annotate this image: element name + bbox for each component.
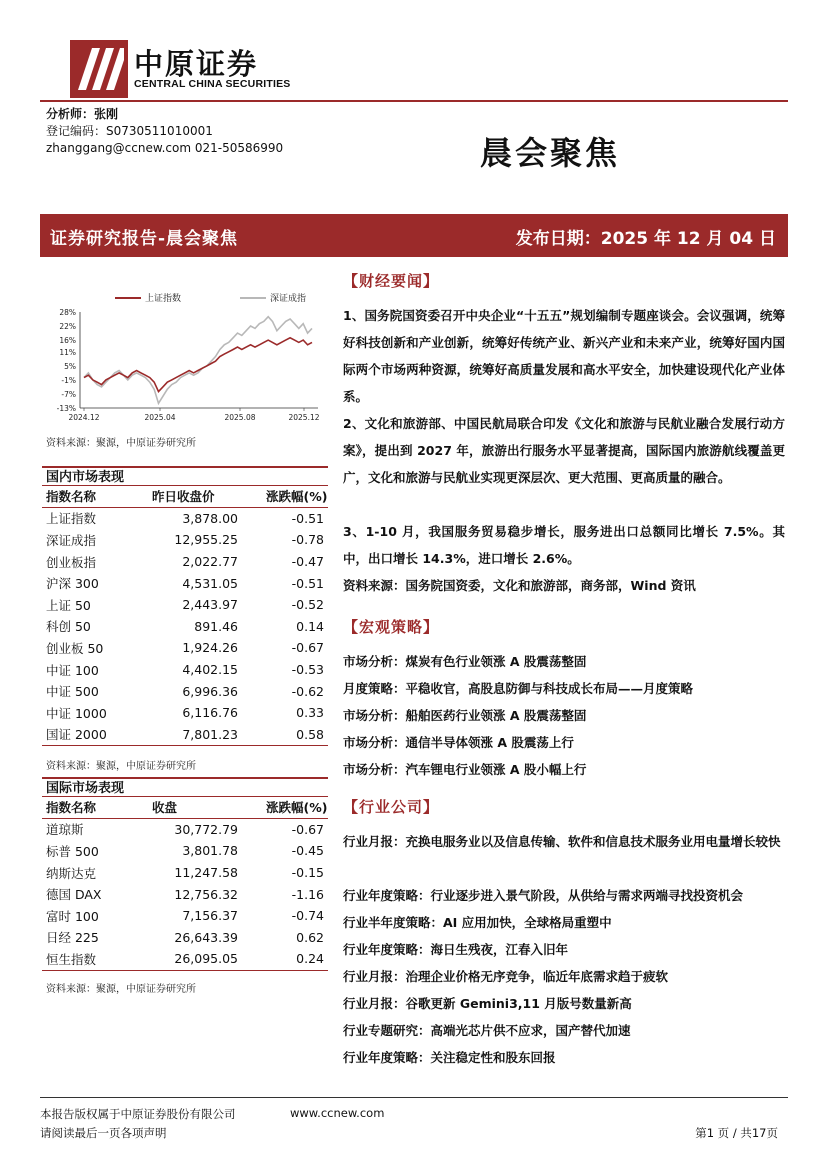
table-row xyxy=(42,905,328,927)
x-tick-label: 2025.08 xyxy=(224,413,256,422)
news-source: 资料来源：国务院国资委，文化和旅游部，商务部，Wind 资讯 xyxy=(343,578,696,593)
col-header-name: 指数名称 xyxy=(46,800,97,816)
intl-table-source: 资料来源：聚源，中原证券研究所 xyxy=(46,984,196,995)
cell-index-name: 深证成指 xyxy=(46,532,97,548)
news-item-3: 3、1-10 月，我国服务贸易稳步增长，服务进出口总额同比增长 7.5%。其中，出口增长 14.3%，进口增长 2.6%。 xyxy=(343,524,785,566)
cell-change: -0.62 xyxy=(291,683,324,699)
cell-change: -0.15 xyxy=(291,865,324,881)
y-tick-label: -7% xyxy=(61,389,76,399)
news-item-1: 1、国务院国资委召开中央企业“十五五”规划编制专题座谈会。会议强调，统筹好科技创新和产业创新，统筹好传统产业、新兴产业和未来产业，统筹好国内国际两个市场两种资源，统筹好高质量发展和高水平安全，加快建设现代化产业体系。 xyxy=(343,308,785,404)
company-logo xyxy=(70,40,300,98)
footer-copyright: 本报告版权属于中原证券股份有限公司 xyxy=(40,1107,236,1121)
cell-close: 1,924.26 xyxy=(182,640,238,656)
industry-item[interactable]: 行业年度策略：关注稳定性和股东回报 xyxy=(343,1050,556,1065)
cell-index-name: 日经 225 xyxy=(46,930,99,946)
chart-source: 资料来源：聚源，中原证券研究所 xyxy=(46,438,196,449)
industry-item[interactable]: 行业年度策略：行业逐步进入景气阶段，从供给与需求两端寻找投资机会 xyxy=(343,888,744,903)
cell-index-name: 恒生指数 xyxy=(46,951,97,967)
table-row xyxy=(42,819,328,841)
macro-item[interactable]: 市场分析：船舶医药行业领涨 A 股震荡整固 xyxy=(343,708,587,723)
table-row xyxy=(42,572,328,594)
table-title: 国内市场表现 xyxy=(42,466,328,486)
table-row xyxy=(42,883,328,905)
footer-divider xyxy=(40,1097,788,1098)
analyst-name: 分析师：张刚 xyxy=(46,107,119,121)
cell-close: 2,443.97 xyxy=(182,597,238,613)
col-header-change: 涨跌幅(%) xyxy=(266,800,328,816)
cell-close: 7,156.37 xyxy=(182,908,238,924)
table-row xyxy=(42,529,328,551)
cell-change: -0.52 xyxy=(291,597,324,613)
chart-canvas xyxy=(40,282,330,432)
table-body xyxy=(42,819,328,971)
table-row xyxy=(42,702,328,724)
cell-change: 0.14 xyxy=(296,618,324,634)
table-title: 国际市场表现 xyxy=(42,777,328,797)
col-header-close: 昨日收盘价 xyxy=(152,489,215,505)
news-item-2: 2、文化和旅游部、中国民航局联合印发《文化和旅游与民航业融合发展行动方案》，提出到 2027 年，旅游出行服务水平显著提高，国际国内旅游航线覆盖更广，文化和旅游与民航业实现更深层次、更大范围、更高质量的融合。 xyxy=(343,416,785,485)
cell-change: -0.47 xyxy=(291,554,324,570)
cell-close: 26,643.39 xyxy=(174,929,238,945)
cell-close: 4,531.05 xyxy=(182,575,238,591)
industry-item[interactable]: 行业月报：谷歌更新 Gemini3,11 月版号数量新高 xyxy=(343,996,632,1011)
cell-index-name: 国证 2000 xyxy=(46,727,107,743)
cell-index-name: 道琼斯 xyxy=(46,822,84,838)
table-row xyxy=(42,659,328,681)
cell-index-name: 上证 50 xyxy=(46,597,91,613)
cell-change: 0.24 xyxy=(296,951,324,967)
cell-change: -0.67 xyxy=(291,821,324,837)
header-divider xyxy=(40,100,788,102)
table-row xyxy=(42,724,328,746)
y-tick-label: 5% xyxy=(64,361,76,371)
y-tick-label: 11% xyxy=(59,347,76,357)
series-line-szse xyxy=(84,317,312,404)
table-row xyxy=(42,840,328,862)
intl-market-table xyxy=(42,777,328,971)
x-tick-label: 2025.12 xyxy=(288,413,320,422)
cell-close: 2,022.77 xyxy=(182,554,238,570)
y-tick-label: -1% xyxy=(61,375,76,385)
legend-label: 深证成指 xyxy=(270,294,307,304)
cell-close: 26,095.05 xyxy=(174,951,238,967)
cell-index-name: 富时 100 xyxy=(46,908,99,924)
cell-index-name: 沪深 300 xyxy=(46,576,99,592)
finance-news-title: 【财经要闻】 xyxy=(343,272,440,290)
report-title: 晨会聚焦 xyxy=(480,134,621,172)
x-tick-label: 2024.12 xyxy=(68,413,100,422)
industry-title: 【行业公司】 xyxy=(343,798,440,816)
macro-item[interactable]: 市场分析：煤炭有色行业领涨 A 股震荡整固 xyxy=(343,654,587,669)
macro-item[interactable]: 市场分析：汽车锂电行业领涨 A 股小幅上行 xyxy=(343,762,587,777)
cell-change: -0.45 xyxy=(291,843,324,859)
cell-change: -0.67 xyxy=(291,640,324,656)
cell-close: 6,996.36 xyxy=(182,683,238,699)
table-header xyxy=(42,486,328,508)
logo-text-en: CENTRAL CHINA SECURITIES xyxy=(134,78,291,90)
cell-change: 0.33 xyxy=(296,705,324,721)
x-tick-label: 2025.04 xyxy=(144,413,176,422)
report-banner xyxy=(40,214,788,257)
cell-index-name: 创业板 50 xyxy=(46,640,104,656)
domestic-table-source: 资料来源：聚源，中原证券研究所 xyxy=(46,761,196,772)
industry-item[interactable]: 行业专题研究：高端光芯片供不应求，国产替代加速 xyxy=(343,1023,631,1038)
table-row xyxy=(42,862,328,884)
logo-mark-icon xyxy=(70,40,130,98)
table-row xyxy=(42,508,328,530)
banner-report-type: 证券研究报告-晨会聚焦 xyxy=(50,229,239,249)
domestic-market-table xyxy=(42,466,328,746)
table-row xyxy=(42,637,328,659)
legend-label: 上证指数 xyxy=(145,294,182,304)
table-row xyxy=(42,948,328,970)
macro-item[interactable]: 市场分析：通信半导体领涨 A 股震荡上行 xyxy=(343,735,574,750)
table-row xyxy=(42,616,328,638)
cell-change: 0.62 xyxy=(296,929,324,945)
industry-item[interactable]: 行业年度策略：海日生残夜，江春入旧年 xyxy=(343,942,569,957)
cell-index-name: 标普 500 xyxy=(46,843,99,859)
cell-index-name: 纳斯达克 xyxy=(46,865,97,881)
col-header-change: 涨跌幅(%) xyxy=(266,489,328,505)
cell-change: 0.58 xyxy=(296,726,324,742)
industry-item[interactable]: 行业半年度策略：AI 应用加快，全球格局重塑中 xyxy=(343,915,612,930)
cell-close: 4,402.15 xyxy=(182,662,238,678)
macro-item[interactable]: 月度策略：平稳收官，高股息防御与科技成长布局——月度策略 xyxy=(343,681,694,696)
cell-close: 12,955.25 xyxy=(174,532,238,548)
series-line-sse xyxy=(84,338,312,392)
y-tick-label: 16% xyxy=(59,336,76,346)
cell-close: 12,756.32 xyxy=(174,886,238,902)
cell-close: 891.46 xyxy=(194,618,238,634)
col-header-name: 指数名称 xyxy=(46,489,97,505)
table-row xyxy=(42,594,328,616)
footer-disclaimer: 请阅读最后一页各项声明 xyxy=(40,1126,167,1140)
cell-close: 3,878.00 xyxy=(182,510,238,526)
cell-index-name: 中证 100 xyxy=(46,662,99,678)
cell-change: -0.51 xyxy=(291,575,324,591)
analyst-contact: zhanggang@ccnew.com 021-50586990 xyxy=(46,141,284,155)
cell-close: 7,801.23 xyxy=(182,726,238,742)
index-trend-chart xyxy=(40,282,330,432)
cell-change: -1.16 xyxy=(291,886,324,902)
y-tick-label: -13% xyxy=(56,404,76,413)
cell-change: -0.78 xyxy=(291,532,324,548)
macro-title: 【宏观策略】 xyxy=(343,618,440,636)
cell-index-name: 创业板指 xyxy=(46,554,97,570)
banner-publish-date: 发布日期：2025 年 12 月 04 日 xyxy=(515,229,776,249)
col-header-close: 收盘 xyxy=(152,800,178,816)
cell-change: -0.53 xyxy=(291,662,324,678)
cell-index-name: 中证 1000 xyxy=(46,705,107,721)
logo-text-cn: 中原证券 xyxy=(134,47,259,81)
cell-close: 3,801.78 xyxy=(182,843,238,859)
table-row xyxy=(42,680,328,702)
industry-item[interactable]: 行业月报：充换电服务业以及信息传输、软件和信息技术服务业用电量增长较快 xyxy=(343,834,781,849)
table-header xyxy=(42,797,328,819)
cell-index-name: 科创 50 xyxy=(46,619,91,635)
cell-close: 6,116.76 xyxy=(182,705,238,721)
footer-page-number: 第1 页 / 共17页 xyxy=(695,1126,778,1140)
cell-index-name: 德国 DAX xyxy=(46,887,102,903)
industry-item[interactable]: 行业月报：治理企业价格无序竞争，临近年底需求趋于疲软 xyxy=(343,969,669,984)
table-body xyxy=(42,508,328,747)
cell-close: 30,772.79 xyxy=(174,821,238,837)
footer-website[interactable]: www.ccnew.com xyxy=(290,1106,385,1120)
y-tick-label: 28% xyxy=(59,308,76,317)
cell-change: -0.51 xyxy=(291,510,324,526)
cell-change: -0.74 xyxy=(291,908,324,924)
cell-close: 11,247.58 xyxy=(174,865,238,881)
table-row xyxy=(42,927,328,949)
cell-index-name: 上证指数 xyxy=(46,511,97,527)
table-row xyxy=(42,551,328,573)
analyst-registration: 登记编码：S0730511010001 xyxy=(46,124,213,138)
cell-index-name: 中证 500 xyxy=(46,684,99,700)
y-tick-label: 22% xyxy=(59,322,76,332)
